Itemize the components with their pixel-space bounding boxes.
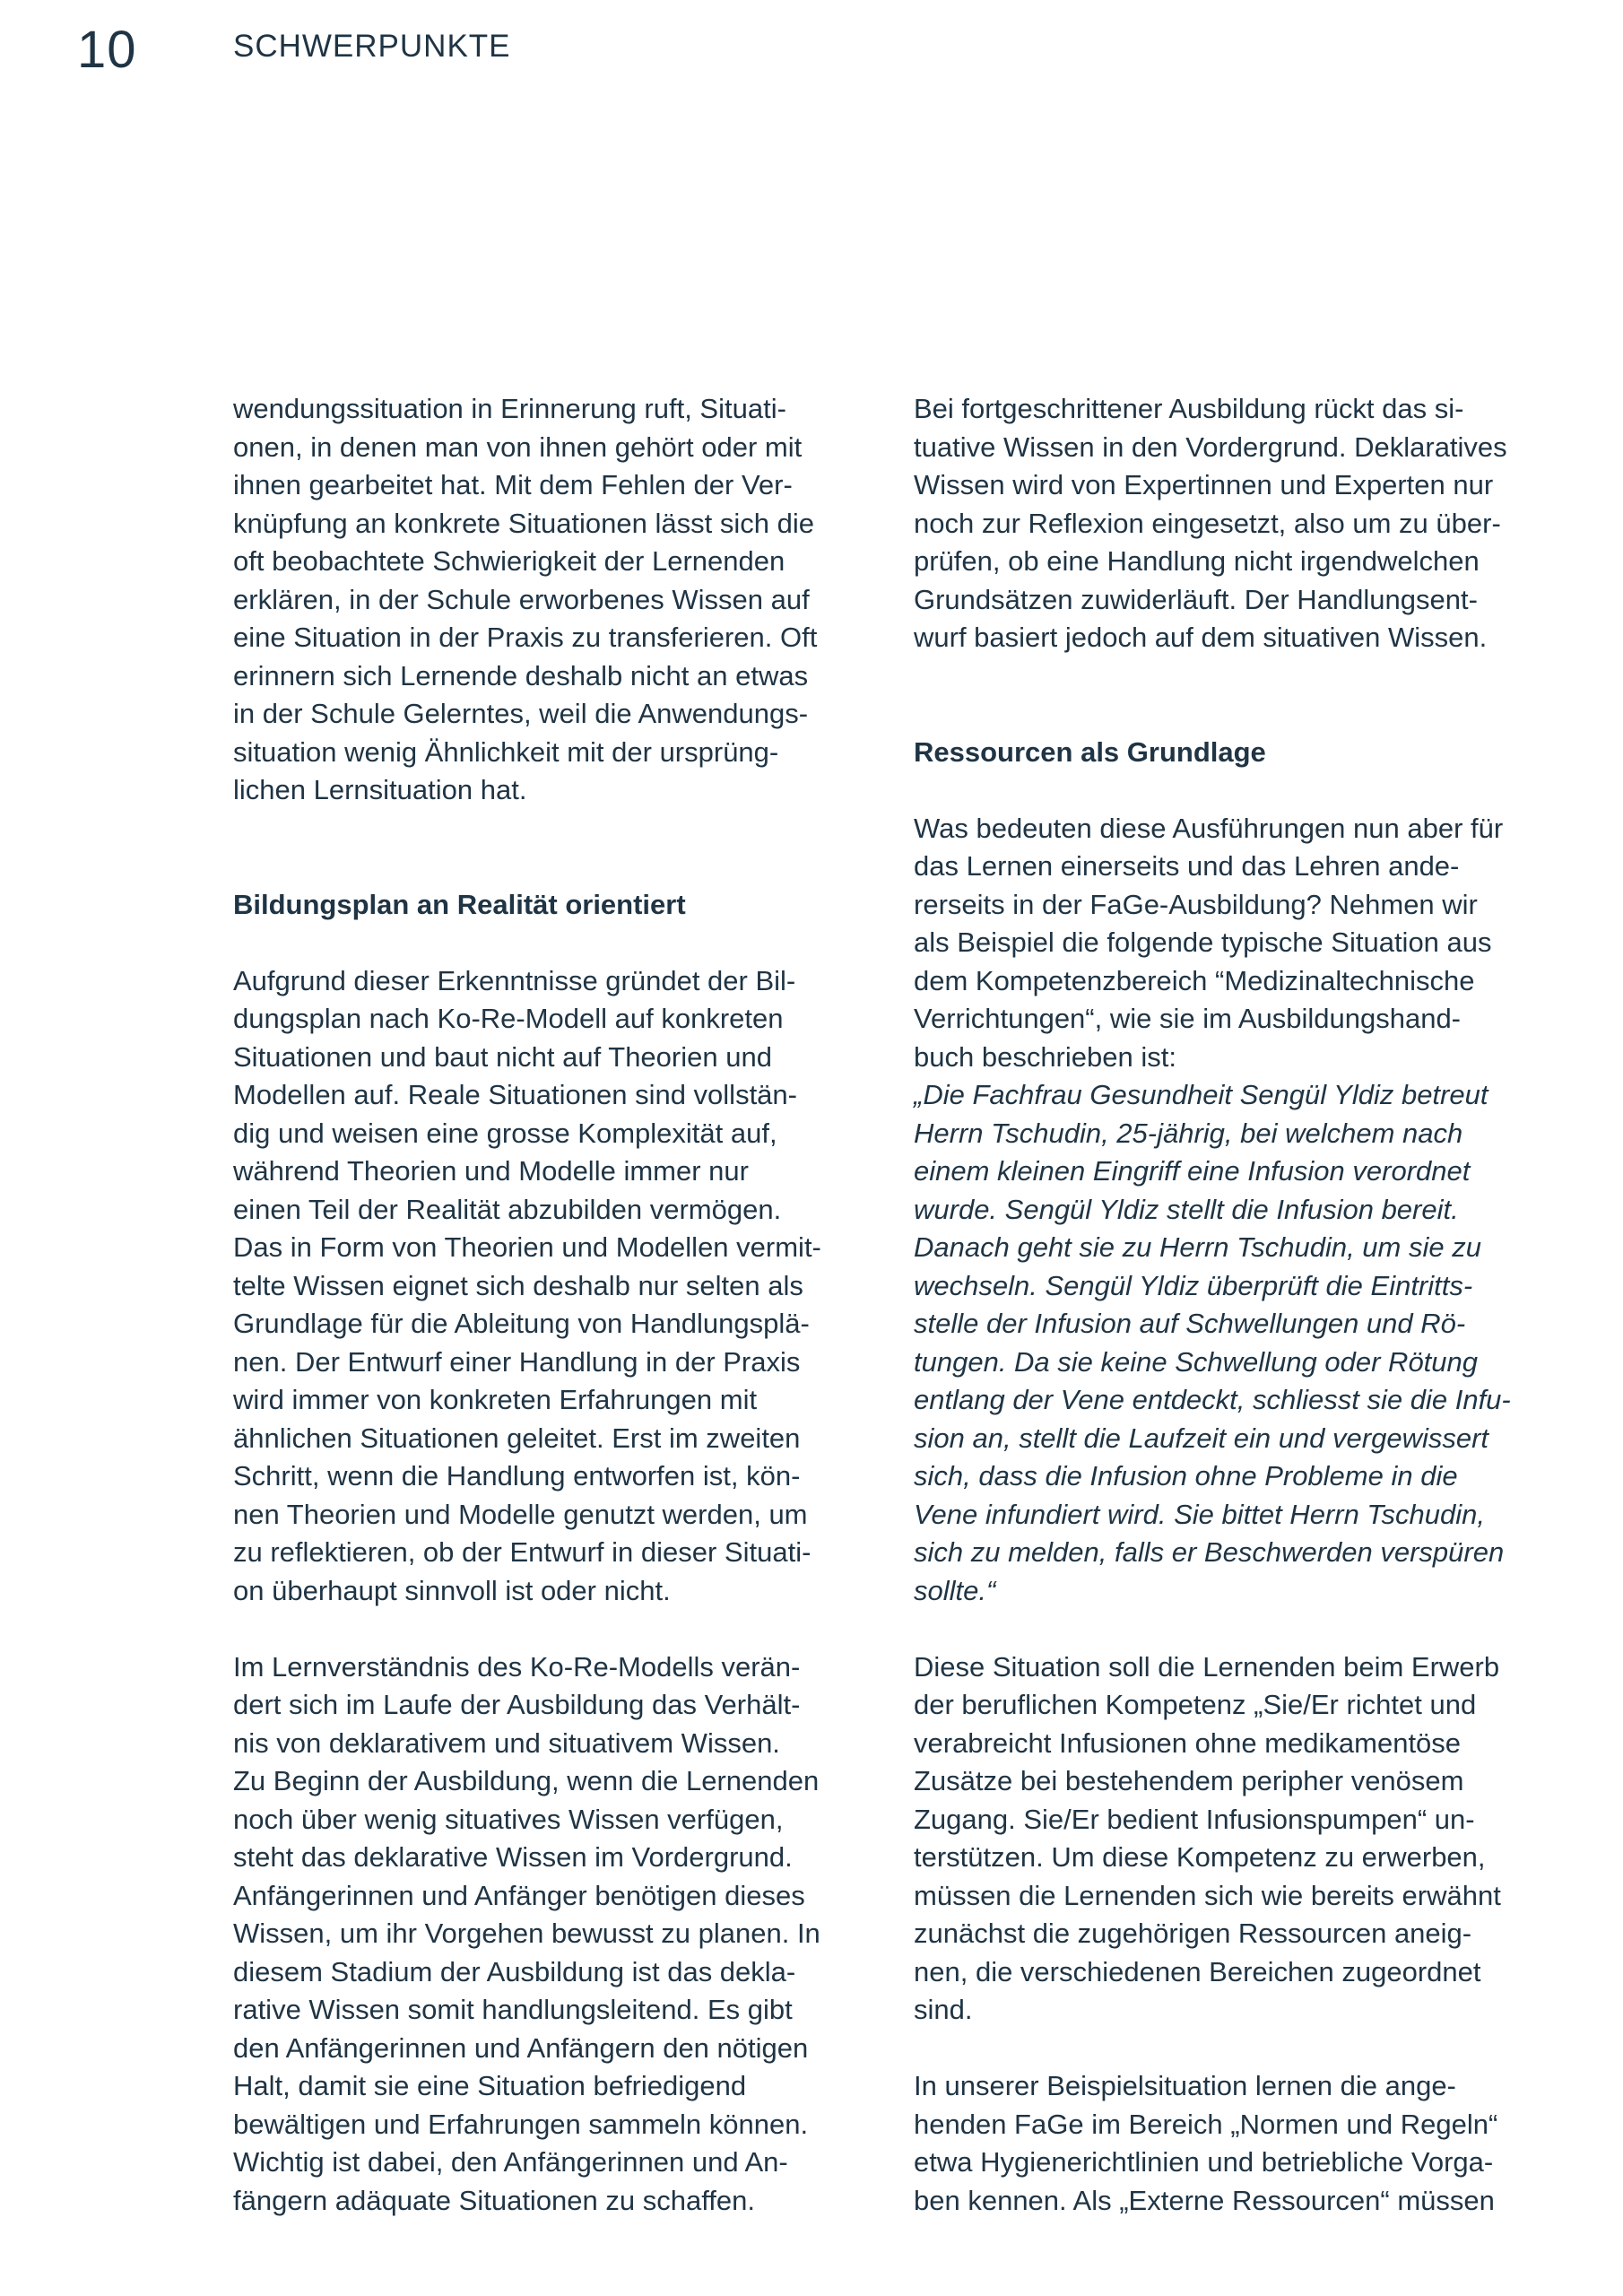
right-paragraph-1: Bei fortgeschrittener Ausbildung rückt das si- tuative Wissen in den Vordergrund. Deklaratives Wissen wird von Expertinnen und Experten nur noch zur Reflexion eingesetzt, also um zu über- prüfen, ob eine Handlung nicht irgendwelchen Grundsätzen zuwiderläuft. Der Handlungsent- wurf basiert jedoch auf dem situativen Wissen. xyxy=(914,393,1507,653)
spacer xyxy=(914,657,1564,734)
right-paragraph-3: Diese Situation soll die Lernenden beim Erwerb der beruflichen Kompetenz „Sie/Er richtet und verabreicht Infusionen ohne medikamentöse Zusätze bei bestehendem peripher venösem Zugang. Sie/Er bedient Infusionspumpen“ un- terstützen. Um diese Kompetenz zu erwerben, müssen die Lernenden sich wie bereits erwähnt zunächst die zugehörigen Ressourcen aneig- nen, die verschiedenen Bereichen zugeordnet sind. xyxy=(914,1650,1501,2025)
right-column xyxy=(914,390,1564,2220)
situation-quote: „Die Fachfrau Gesundheit Sengül Yldiz betreut Herrn Tschudin, 25-jährig, bei welchem nach einem kleinen Eingriff eine Infusion verordnet wurde. Sengül Yldiz stellt die Infusion bereit. Danach geht sie zu Herrn Tschudin, um sie zu wechseln. Sengül Yldiz überprüft die Eintritts- stelle der Infusion auf Schwellungen und Rö- tungen. Da sie keine Schwellung oder Rötung entlang der Vene entdeckt, schliesst sie die Infu- sion an, stellt die Laufzeit ein und vergewissert sich, dass die Infusion ohne Probleme in die Vene infundiert wird. Sie bittet Herrn Tschudin, sich zu melden, falls er Beschwerden verspüren sollte.“ xyxy=(914,1079,1511,1606)
spacer xyxy=(233,810,879,886)
left-paragraph-3: Im Lernverständnis des Ko-Re-Modells verän- dert sich im Laufe der Ausbildung das Verhält- nis von deklarativem und situativem Wissen. Zu Beginn der Ausbildung, wenn die Lernenden noch über wenig situatives Wissen verfügen, steht das deklarative Wissen im Vordergrund. Anfängerinnen und Anfänger benötigen dieses Wissen, um ihr Vorgehen bewusst zu planen. In diesem Stadium der Ausbildung ist das dekla- rative Wissen somit handlungsleitend. Es gibt den Anfängerinnen und Anfängern den nötigen Halt, damit sie eine Situation befriedigend bewältigen und Erfahrungen sammeln können. Wichtig ist dabei, den Anfängerinnen und An- fängern adäquate Situationen zu schaffen. xyxy=(233,1650,820,2216)
spacer xyxy=(914,771,1564,810)
spacer xyxy=(914,1610,1564,1648)
left-paragraph-2: Aufgrund dieser Erkenntnisse gründet der Bil- dungsplan nach Ko-Re-Modell auf konkreten Situationen und baut nicht auf Theorien und Modellen auf. Reale Situationen sind vollstän- dig und weisen eine grosse Komplexität auf, während Theorien und Modelle immer nur einen Teil der Realität abzubilden vermögen. Das in Form von Theorien und Modellen vermit- telte Wissen eignet sich deshalb nur selten als Grundlage für die Ableitung von Handlungsplä- nen. Der Entwurf einer Handlung in der Praxis wird immer von konkreten Erfahrungen mit ähnlichen Situationen geleitet. Erst im zweiten Schritt, wenn die Handlung entworfen ist, kön- nen Theorien und Modelle genutzt werden, um zu reflektieren, ob der Entwurf in dieser Situati- on überhaupt sinnvoll ist oder nicht. xyxy=(233,964,821,1606)
section-header: SCHWERPUNKTE xyxy=(233,29,511,64)
spacer xyxy=(233,1610,879,1648)
spacer xyxy=(914,2030,1564,2068)
right-paragraph-4: In unserer Beispielsituation lernen die ange- henden FaGe im Bereich „Normen und Regeln“ etwa Hygienerichtlinien und betriebliche Vorga- ben kennen. Als „Externe Ressourcen“ müssen xyxy=(914,2070,1498,2216)
page-number: 10 xyxy=(77,21,137,79)
spacer xyxy=(233,924,879,962)
heading-bildungsplan: Bildungsplan an Realität orientiert xyxy=(233,888,686,920)
left-paragraph-1: wendungssituation in Erinnerung ruft, Situati- onen, in denen man von ihnen gehört oder mit ihnen gearbeitet hat. Mit dem Fehlen der Ver- knüpfung an konkrete Situationen lässt sich die oft beobachtete Schwierigkeit der Lernenden erklären, in der Schule erworbenes Wissen auf eine Situation in der Praxis zu transferieren. Oft erinnern sich Lernende deshalb nicht an etwas in der Schule Gelerntes, weil die Anwendungs- situation wenig Ähnlichkeit mit der ursprüng- lichen Lernsituation hat. xyxy=(233,393,818,805)
heading-ressourcen: Ressourcen als Grundlage xyxy=(914,735,1266,768)
right-paragraph-2: Was bedeuten diese Ausführungen nun aber für das Lernen einerseits und das Lehren ande- rerseits in der FaGe-Ausbildung? Nehmen wir als Beispiel die folgende typische Situation aus dem Kompetenzbereich “Medizinaltechnische Verrichtungen“, wie sie im Ausbildungshand- buch beschrieben ist: xyxy=(914,812,1504,1073)
left-column xyxy=(233,390,879,2220)
